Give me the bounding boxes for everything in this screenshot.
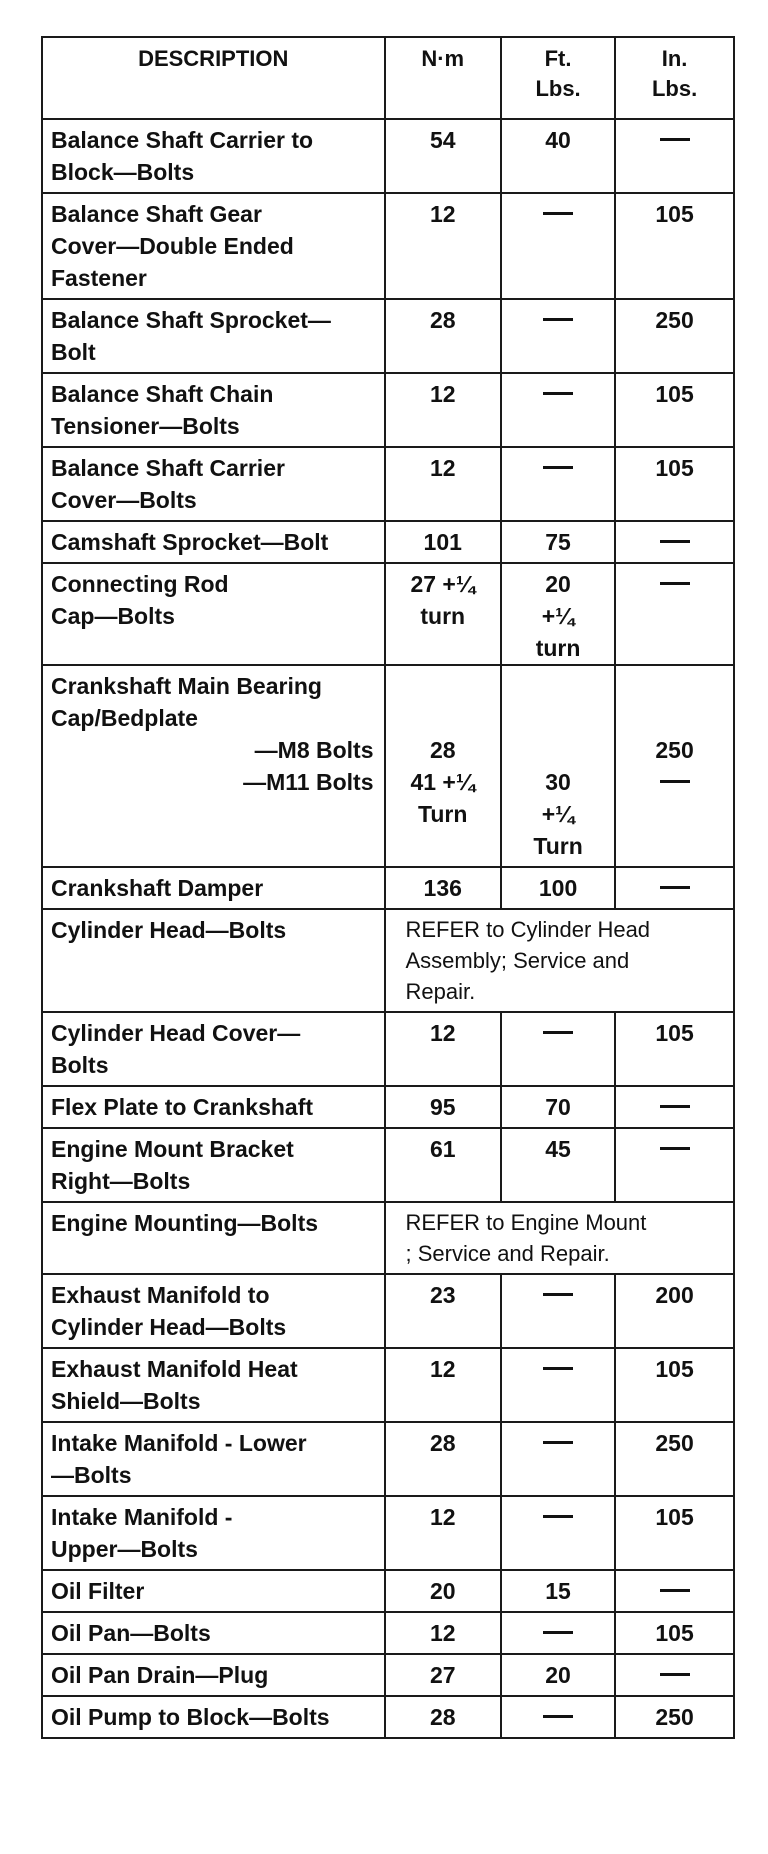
description-text: Exhaust Manifold to — [51, 1282, 270, 1308]
nm-cell — [385, 373, 501, 447]
description-cell — [42, 1496, 385, 1570]
nm-value-text: 12 — [429, 1620, 456, 1646]
dash-mark — [660, 1673, 690, 1676]
ft-value-text: 45 — [545, 1136, 571, 1162]
nm-value-text: 27 +¼ — [410, 571, 476, 597]
description-text: Oil Pump to Block—Bolts — [51, 1704, 330, 1730]
dash-mark — [660, 886, 690, 889]
nm-cell — [385, 299, 501, 373]
nm-cell — [385, 521, 501, 563]
description-cell — [42, 521, 385, 563]
ft-cell — [501, 1274, 615, 1348]
description-text: Exhaust Manifold Heat — [51, 1356, 298, 1382]
table-row — [42, 1570, 734, 1612]
description-text: Balance Shaft Chain — [51, 381, 274, 407]
in-cell — [615, 867, 734, 909]
refer-note-text: ; Service and Repair. — [405, 1241, 610, 1266]
in-value-text: 250 — [655, 1430, 694, 1456]
in-value-text: 250 — [655, 737, 694, 763]
ft-cell — [501, 563, 615, 665]
table-row — [42, 193, 734, 299]
dash-mark — [543, 392, 573, 395]
dash-mark — [543, 1515, 573, 1518]
dash-mark — [543, 1293, 573, 1296]
in-cell — [615, 521, 734, 563]
ft-cell — [501, 373, 615, 447]
in-value-text: 200 — [655, 1282, 694, 1308]
nm-cell — [385, 563, 501, 665]
nm-value-text: 12 — [429, 1504, 456, 1530]
table-row — [42, 373, 734, 447]
in-cell — [615, 299, 734, 373]
dash-mark — [660, 582, 690, 585]
description-cell — [42, 1612, 385, 1654]
dash-mark — [660, 540, 690, 543]
nm-value-text: 12 — [429, 455, 456, 481]
ft-value-text: 70 — [545, 1094, 571, 1120]
spacer — [51, 798, 378, 830]
description-text: Block—Bolts — [51, 159, 195, 185]
spacer — [386, 670, 500, 702]
header-ftlbs: Ft. Lbs. — [501, 37, 615, 119]
description-cell — [42, 447, 385, 521]
dash-mark — [660, 138, 690, 141]
ft-cell — [501, 521, 615, 563]
nm-cell — [385, 867, 501, 909]
in-cell — [615, 193, 734, 299]
description-text: Right—Bolts — [51, 1168, 191, 1194]
description-text: Balance Shaft Gear — [51, 201, 262, 227]
nm-cell — [385, 1274, 501, 1348]
nm-cell — [385, 1496, 501, 1570]
ft-cell — [501, 1422, 615, 1496]
ft-cell — [501, 1696, 615, 1738]
description-cell — [42, 1654, 385, 1696]
ft-cell — [501, 1348, 615, 1422]
nm-cell — [385, 1570, 501, 1612]
table-row — [42, 1086, 734, 1128]
nm-value-text: turn — [420, 603, 466, 629]
in-value-text: 105 — [655, 455, 694, 481]
in-cell — [615, 1496, 734, 1570]
ft-cell — [501, 1086, 615, 1128]
dash-mark — [660, 1589, 690, 1592]
description-text: Cap—Bolts — [51, 603, 175, 629]
description-text: Balance Shaft Carrier to — [51, 127, 314, 153]
in-cell — [615, 665, 734, 867]
table-row — [42, 1696, 734, 1738]
spacer — [502, 702, 614, 734]
dash-mark — [660, 1105, 690, 1108]
nm-value-text: Turn — [418, 801, 468, 827]
dash-mark — [543, 466, 573, 469]
table-row — [42, 1012, 734, 1086]
table-row — [42, 521, 734, 563]
description-text: Balance Shaft Carrier — [51, 455, 285, 481]
nm-value-text: 95 — [429, 1094, 456, 1120]
header-row — [42, 37, 734, 119]
in-cell — [615, 1654, 734, 1696]
nm-cell — [385, 193, 501, 299]
nm-cell — [385, 1348, 501, 1422]
in-cell — [615, 563, 734, 665]
description-cell — [42, 1128, 385, 1202]
nm-cell — [385, 1086, 501, 1128]
table-row — [42, 1654, 734, 1696]
refer-note — [385, 1202, 735, 1274]
nm-value-text: 136 — [423, 875, 462, 901]
nm-cell — [385, 447, 501, 521]
dash-mark — [543, 318, 573, 321]
description-text: Cap/Bedplate — [51, 705, 198, 731]
description-text: Cover—Bolts — [51, 487, 197, 513]
description-text: Bolt — [51, 339, 96, 365]
in-cell — [615, 447, 734, 521]
in-value-text: 105 — [655, 1356, 694, 1382]
in-value-text: 250 — [655, 307, 694, 333]
table-row — [42, 909, 734, 1012]
table-row — [42, 1274, 734, 1348]
ft-cell — [501, 119, 615, 193]
ft-value-text: +¼ — [541, 801, 575, 827]
description-cell — [42, 665, 385, 867]
header-description: DESCRIPTION — [42, 37, 385, 119]
refer-note — [385, 909, 735, 1012]
header-nm: N·m — [385, 37, 501, 119]
table-row — [42, 1202, 734, 1274]
nm-cell — [385, 1128, 501, 1202]
nm-cell — [385, 1696, 501, 1738]
ft-cell — [501, 299, 615, 373]
in-value-text: 105 — [655, 201, 694, 227]
description-text: Tensioner—Bolts — [51, 413, 240, 439]
refer-note-text: REFER to Engine Mount — [405, 1210, 647, 1235]
nm-value-text: 12 — [429, 1356, 456, 1382]
table-row — [42, 119, 734, 193]
dash-mark — [543, 1715, 573, 1718]
torque-spec-table — [41, 36, 735, 1739]
description-text: Fastener — [51, 265, 147, 291]
description-cell — [42, 119, 385, 193]
description-cell — [42, 193, 385, 299]
spacer — [386, 702, 500, 734]
table-row — [42, 299, 734, 373]
description-text: Cylinder Head—Bolts — [51, 1314, 287, 1340]
ft-value-text: 30 — [545, 769, 571, 795]
in-cell — [615, 1086, 734, 1128]
in-cell — [615, 1422, 734, 1496]
nm-value-text: 54 — [429, 127, 456, 153]
table-row — [42, 563, 734, 665]
nm-value-text: 28 — [429, 307, 456, 333]
spacer — [616, 702, 733, 734]
nm-value-text: 12 — [429, 1020, 456, 1046]
in-cell — [615, 1612, 734, 1654]
table-row — [42, 1128, 734, 1202]
description-cell — [42, 373, 385, 447]
description-text: —Bolts — [51, 1462, 132, 1488]
nm-value-text: 61 — [429, 1136, 456, 1162]
spacer — [51, 830, 378, 862]
description-cell — [42, 867, 385, 909]
description-text: Camshaft Sprocket—Bolt — [51, 529, 329, 555]
nm-value-text: 12 — [429, 201, 456, 227]
dash-mark — [543, 1441, 573, 1444]
nm-value-text: 28 — [429, 1430, 456, 1456]
ft-value-text: 75 — [545, 529, 571, 555]
description-text: Oil Filter — [51, 1578, 145, 1604]
in-value-text: 105 — [655, 1020, 694, 1046]
nm-cell — [385, 665, 501, 867]
in-value-text: 250 — [655, 1704, 694, 1730]
ft-value-text: turn — [535, 635, 581, 661]
description-cell — [42, 909, 385, 1012]
dash-mark — [543, 1631, 573, 1634]
in-cell — [615, 119, 734, 193]
description-cell — [42, 563, 385, 665]
nm-cell — [385, 1012, 501, 1086]
description-cell — [42, 1570, 385, 1612]
in-cell — [615, 1012, 734, 1086]
spacer — [616, 670, 733, 702]
ft-value-text: 15 — [545, 1578, 571, 1604]
ft-value-text: +¼ — [541, 603, 575, 629]
description-text: Intake Manifold - Lower — [51, 1430, 307, 1456]
spacer — [502, 670, 614, 702]
nm-value-text: 28 — [429, 1704, 456, 1730]
description-cell — [42, 1012, 385, 1086]
table-row — [42, 447, 734, 521]
spacer — [502, 734, 614, 766]
description-text: Crankshaft Main Bearing — [51, 673, 322, 699]
in-value-text: 105 — [655, 1620, 694, 1646]
table-row — [42, 665, 734, 867]
description-cell — [42, 1202, 385, 1274]
description-cell — [42, 299, 385, 373]
nm-value-text: 23 — [429, 1282, 456, 1308]
sub-item-label: —M11 Bolts — [243, 769, 374, 795]
dash-mark — [660, 1147, 690, 1150]
in-cell — [615, 1128, 734, 1202]
description-cell — [42, 1696, 385, 1738]
description-text: Oil Pan Drain—Plug — [51, 1662, 269, 1688]
description-text: Oil Pan—Bolts — [51, 1620, 211, 1646]
description-text: Upper—Bolts — [51, 1536, 198, 1562]
refer-note-text: Repair. — [405, 979, 476, 1004]
dash-mark — [543, 212, 573, 215]
nm-cell — [385, 1654, 501, 1696]
description-text: Cylinder Head—Bolts — [51, 917, 287, 943]
dash-mark — [660, 780, 690, 783]
ft-cell — [501, 447, 615, 521]
ft-cell — [501, 665, 615, 867]
table-body — [42, 119, 734, 1738]
ft-value-text: 20 — [545, 571, 571, 597]
in-cell — [615, 1696, 734, 1738]
table-row — [42, 867, 734, 909]
description-text: Engine Mount Bracket — [51, 1136, 294, 1162]
in-value-text: 105 — [655, 381, 694, 407]
table-row — [42, 1496, 734, 1570]
dash-mark — [543, 1031, 573, 1034]
ft-cell — [501, 1012, 615, 1086]
sub-item-label: —M8 Bolts — [254, 737, 374, 763]
table-row — [42, 1612, 734, 1654]
description-cell — [42, 1422, 385, 1496]
description-text: Connecting Rod — [51, 571, 229, 597]
nm-value-text: 101 — [423, 529, 462, 555]
description-text: Shield—Bolts — [51, 1388, 201, 1414]
nm-value-text: 41 +¼ — [410, 769, 476, 795]
description-cell — [42, 1086, 385, 1128]
ft-value-text: Turn — [533, 833, 583, 859]
table-row — [42, 1422, 734, 1496]
nm-value-text: 27 — [429, 1662, 456, 1688]
ft-cell — [501, 1496, 615, 1570]
nm-value-text: 28 — [429, 737, 456, 763]
nm-value-text: 12 — [429, 381, 456, 407]
description-text: Intake Manifold - — [51, 1504, 233, 1530]
ft-value-text: 100 — [538, 875, 578, 901]
nm-cell — [385, 119, 501, 193]
description-text: Crankshaft Damper — [51, 875, 264, 901]
ft-cell — [501, 1612, 615, 1654]
ft-cell — [501, 1654, 615, 1696]
ft-cell — [501, 867, 615, 909]
nm-cell — [385, 1422, 501, 1496]
ft-value-text: 20 — [545, 1662, 571, 1688]
in-cell — [615, 1570, 734, 1612]
nm-value-text: 20 — [429, 1578, 456, 1604]
description-text: Balance Shaft Sprocket— — [51, 307, 331, 333]
ft-value-text: 40 — [545, 127, 571, 153]
dash-mark — [543, 1367, 573, 1370]
header-inlbs: In. Lbs. — [615, 37, 734, 119]
in-cell — [615, 1348, 734, 1422]
description-text: Bolts — [51, 1052, 109, 1078]
refer-note-text: Assembly; Service and — [405, 948, 630, 973]
description-text: Engine Mounting—Bolts — [51, 1210, 319, 1236]
nm-cell — [385, 1612, 501, 1654]
description-cell — [42, 1348, 385, 1422]
description-text: Cylinder Head Cover— — [51, 1020, 301, 1046]
ft-cell — [501, 1570, 615, 1612]
in-cell — [615, 373, 734, 447]
in-cell — [615, 1274, 734, 1348]
ft-cell — [501, 1128, 615, 1202]
ft-cell — [501, 193, 615, 299]
table-row — [42, 1348, 734, 1422]
description-cell — [42, 1274, 385, 1348]
description-text: Cover—Double Ended — [51, 233, 294, 259]
description-text: Flex Plate to Crankshaft — [51, 1094, 314, 1120]
in-value-text: 105 — [655, 1504, 694, 1530]
refer-note-text: REFER to Cylinder Head — [405, 917, 651, 942]
